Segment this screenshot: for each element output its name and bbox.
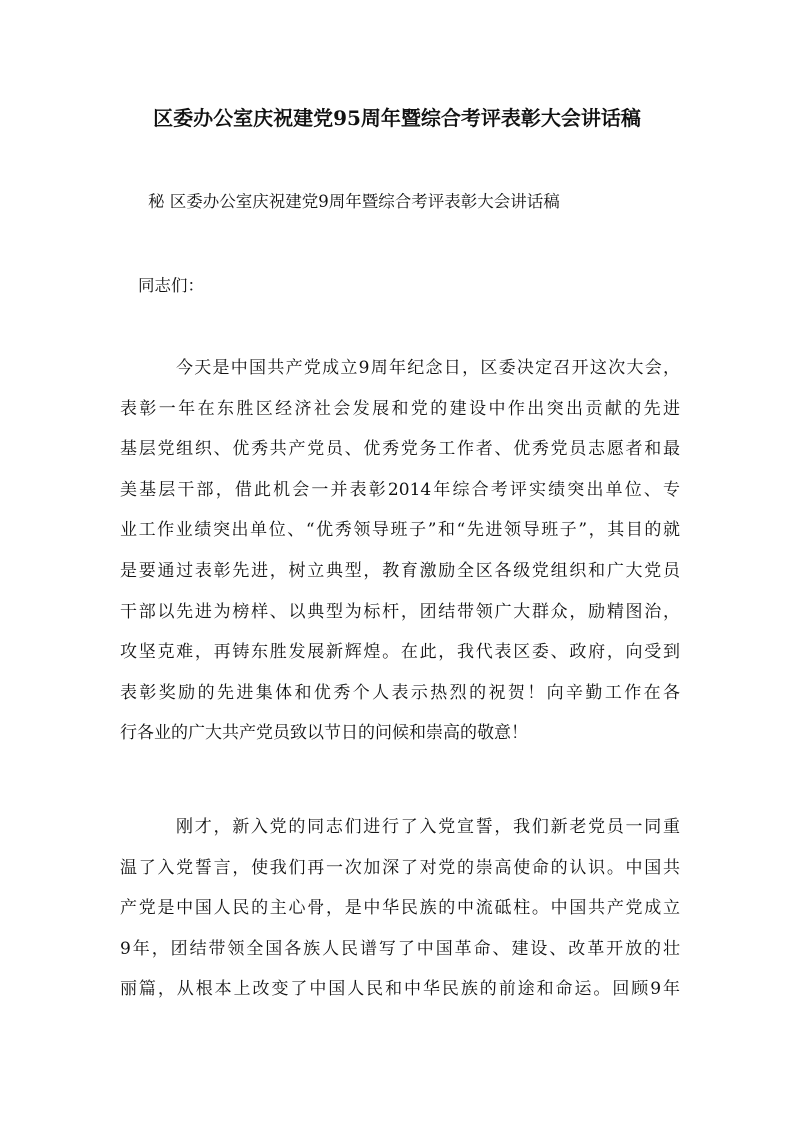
paragraph-line: 基层党组织、优秀共产党员、优秀党务工作者、优秀党员志愿者和最 — [120, 439, 680, 460]
paragraph-1 — [120, 348, 680, 754]
paragraph-2 — [120, 807, 680, 1010]
paragraph-line: 刚才，新入党的同志们进行了入党宣誓，我们新老党员一同重 — [176, 817, 680, 837]
paragraph-line: 丽篇，从根本上改变了中国人民和中华民族的前途和命运。回顾9年 — [120, 979, 680, 1000]
document-subtitle: 秘 区委办公室庆祝建党9周年暨综合考评表彰大会讲话稿 — [148, 192, 560, 211]
paragraph-line: 干部以先进为榜样、以典型为标杆，团结带领广大群众，励精图治， — [120, 601, 680, 622]
paragraph-line: 业工作业绩突出单位、“优秀领导班子”和“先进领导班子”，其目的就 — [120, 520, 680, 541]
paragraph-line: 攻坚克难，再铸东胜发展新辉煌。在此，我代表区委、政府，向受到 — [120, 642, 680, 663]
paragraph-line: 表彰一年在东胜区经济社会发展和党的建设中作出突出贡献的先进 — [120, 398, 680, 419]
paragraph-line: 今天是中国共产党成立9周年纪念日，区委决定召开这次大会， — [176, 358, 680, 378]
paragraph-line: 9年，团结带领全国各族人民谱写了中国革命、建设、改革开放的壮 — [120, 938, 680, 959]
salutation: 同志们： — [138, 276, 204, 295]
paragraph-line: 行各业的广大共产党员致以节日的问候和崇高的敬意！ — [120, 723, 528, 744]
paragraph-line: 产党是中国人民的主心骨，是中华民族的中流砥柱。中国共产党成立 — [120, 898, 680, 919]
paragraph-line: 是要通过表彰先进，树立典型，教育激励全区各级党组织和广大党员 — [120, 560, 680, 581]
paragraph-line: 温了入党誓言，使我们再一次加深了对党的崇高使命的认识。中国共 — [120, 857, 680, 878]
paragraph-line: 表彰奖励的先进集体和优秀个人表示热烈的祝贺！向辛勤工作在各 — [120, 682, 680, 703]
document-title: 区委办公室庆祝建党95周年暨综合考评表彰大会讲话稿 — [153, 106, 641, 130]
paragraph-line: 美基层干部，借此机会一并表彰2014年综合考评实绩突出单位、专 — [120, 479, 680, 500]
